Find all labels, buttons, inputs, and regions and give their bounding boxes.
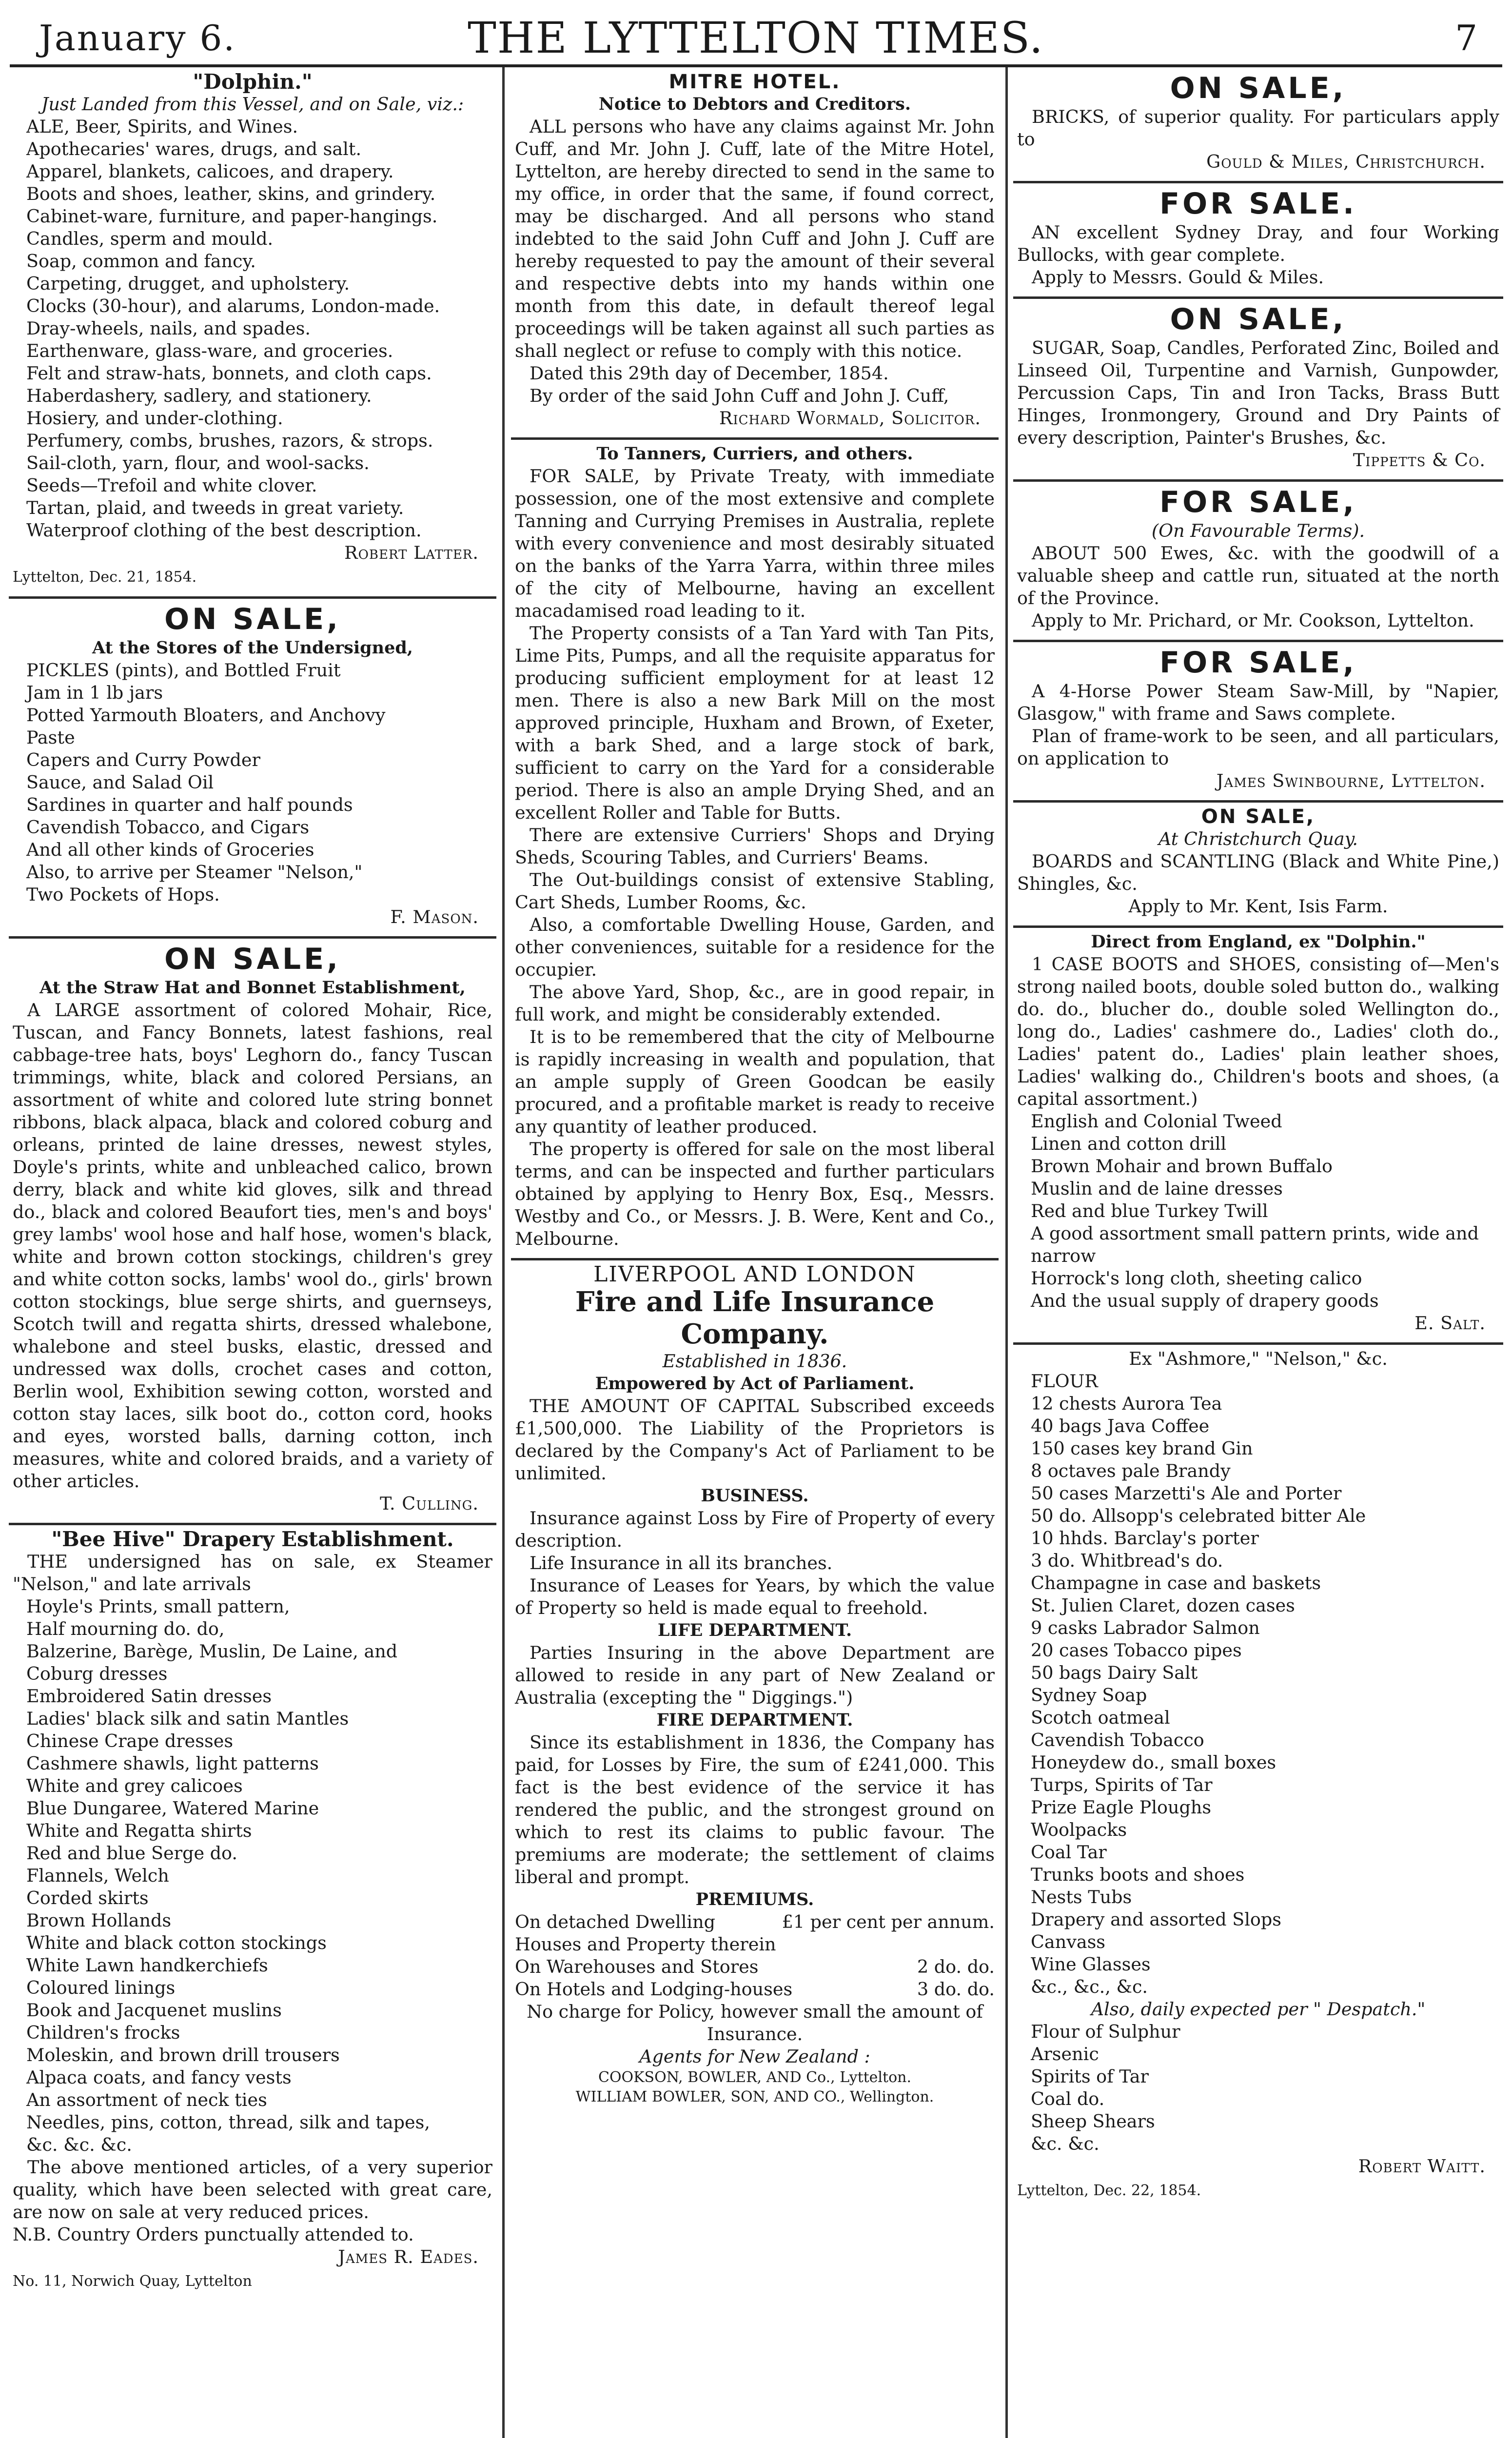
ad-body: 1 CASE BOOTS and SHOES, consisting of—Men's strong nailed boots, double soled button do., walking do. do., blucher do., double soled Wellington do., long do., Ladies' cashmere do., Ladies' cloth do., Ladies' patent do., Ladies' plain leather shoes, Ladies' walking do., Children's boots and shoes, (a capital assortment.) — [1017, 954, 1499, 1109]
premium-rate: £1 per cent per annum. — [782, 1911, 995, 1932]
list-item: Nests Tubs — [1031, 1887, 1132, 1907]
paragraph: It is to be remembered that the city of Melbourne is rapidly increasing in wealth and population, that an ample supply of Green Goodcan be easily procured, and a profitable market is ready to receive any quantity of leather produced. — [515, 1026, 995, 1137]
list-item: Sydney Soap — [1031, 1685, 1147, 1706]
ad-note: N.B. Country Orders punctually attended to. — [13, 2224, 414, 2245]
list-item: Linen and cotton drill — [1031, 1133, 1227, 1154]
ad-heading: To Tanners, Curriers, and others. — [596, 444, 913, 464]
signer: Tippetts & Co. — [1353, 450, 1486, 471]
premium-row — [515, 1956, 995, 1978]
list-item: 12 chests Aurora Tea — [1031, 1393, 1222, 1414]
ad-intro: Just Landed from this Vessel, and on Sale, viz.: — [41, 94, 464, 115]
list-item: And the usual supply of drapery goods — [1031, 1290, 1379, 1311]
ad-boots — [1013, 931, 1503, 1345]
ad-plan: Plan of frame-work to be seen, and all particulars, on application to — [1017, 726, 1499, 769]
list-item: Horrock's long cloth, sheeting calico — [1031, 1268, 1362, 1289]
empowered: Empowered by Act of Parliament. — [595, 1374, 915, 1394]
signer: F. Mason. — [390, 906, 479, 927]
list-item: Flour of Sulphur — [1031, 2021, 1180, 2042]
ad-heading: FOR SALE. — [1159, 187, 1357, 221]
item-list — [1017, 1370, 1499, 1998]
premium-rate: 2 do. do. — [917, 1956, 995, 1977]
ad-heading: FOR SALE, — [1159, 646, 1357, 680]
ad-apply: Apply to Mr. Kent, Isis Farm. — [1128, 896, 1388, 917]
ad-body — [515, 465, 995, 1250]
list-item: Alpaca coats, and fancy vests — [26, 2067, 292, 2088]
list-item: 8 octaves pale Brandy — [1031, 1460, 1231, 1481]
signer: Robert Waitt. — [1358, 2156, 1486, 2177]
list-item: Two Pockets of Hops. — [26, 884, 220, 905]
list-item: Red and blue Turkey Twill — [1031, 1200, 1268, 1221]
paragraph: There are extensive Curriers' Shops and Drying Sheds, Scouring Tables, and Curriers' Beams. — [515, 825, 995, 868]
list-item: Corded skirts — [26, 1887, 149, 1908]
ad-tanners — [511, 443, 999, 1260]
list-item: ALE, Beer, Spirits, and Wines. — [26, 116, 298, 137]
paragraph: The property is offered for sale on the most liberal terms, and can be inspected and further particulars obtained by applying to Henry Box, Esq., Messrs. Westby and Co., or Messrs. J. B. Were, Kent and Co., Melbourne. — [515, 1139, 995, 1249]
section-heading: PREMIUMS. — [695, 1889, 814, 1909]
item-list — [1017, 1110, 1499, 1312]
list-item: Embroidered Satin dresses — [26, 1686, 272, 1707]
list-item: Waterproof clothing of the best description. — [26, 520, 422, 541]
premium-table — [515, 1911, 995, 2001]
list-item: Blue Dungaree, Watered Marine — [26, 1798, 319, 1819]
column-1 — [9, 71, 496, 2438]
premium-row — [515, 1911, 995, 1956]
ad-ewes — [1013, 485, 1503, 642]
list-item: And all other kinds of Groceries — [26, 839, 314, 860]
list-item: Brown Mohair and brown Buffalo — [1031, 1156, 1333, 1177]
list-item: Cashmere shawls, light patterns — [26, 1753, 319, 1774]
list-item: An assortment of neck ties — [26, 2089, 267, 2110]
list-item: Wine Glasses — [1031, 1954, 1151, 1975]
list-item: Prize Eagle Ploughs — [1031, 1797, 1212, 1818]
signer: Gould & Miles, Christchurch. — [1206, 151, 1486, 172]
list-item: Coal Tar — [1031, 1842, 1107, 1863]
list-item: Clocks (30-hour), and alarums, London-made. — [26, 295, 440, 316]
ad-body: BOARDS and SCANTLING (Black and White Pine,) Shingles, &c. — [1017, 851, 1499, 894]
column-2 — [511, 71, 999, 2438]
list-item: FLOUR — [1031, 1371, 1098, 1392]
ad-subheading: Notice to Debtors and Creditors. — [598, 94, 911, 114]
list-item: Needles, pins, cotton, thread, silk and tapes, — [26, 2112, 430, 2133]
list-item: 50 do. Allsopp's celebrated bitter Ale — [1031, 1505, 1366, 1526]
business-item: Insurance against Loss by Fire of Property of every description. — [515, 1508, 995, 1551]
list-item: Chinese Crape dresses — [26, 1730, 234, 1751]
signer: Richard Wormald, Solicitor. — [719, 408, 981, 429]
life-text: Parties Insuring in the above Department are allowed to reside in any part of New Zealand or Australia (excepting the " Diggings.") — [515, 1642, 995, 1708]
ad-apply: Apply to Mr. Prichard, or Mr. Cookson, Lyttelton. — [1032, 610, 1474, 631]
list-item: Sail-cloth, yarn, flour, and wool-sacks. — [26, 452, 370, 473]
list-item: 150 cases key brand Gin — [1031, 1438, 1253, 1459]
list-item: 3 do. Whitbread's do. — [1031, 1550, 1223, 1571]
list-item: Sheep Shears — [1031, 2111, 1155, 2132]
list-item: Coburg dresses — [26, 1663, 168, 1684]
list-item: 9 casks Labrador Salmon — [1031, 1617, 1260, 1638]
list-item: White Lawn handkerchiefs — [26, 1955, 268, 1976]
list-item: 50 cases Marzetti's Ale and Porter — [1031, 1483, 1342, 1504]
signer: James Swinbourne, Lyttelton. — [1216, 770, 1486, 791]
ad-title: "Dolphin." — [193, 71, 313, 94]
company-title: LIVERPOOL AND LONDON — [593, 1262, 916, 1287]
list-item: Coal do. — [1031, 2088, 1105, 2109]
list-item: Capers and Curry Powder — [26, 749, 260, 770]
capital-statement: THE AMOUNT OF CAPITAL Subscribed exceeds £1,500,000. The Liability of the Proprietors is declared by the Company's Act of Parliament to be unlimited. — [515, 1396, 995, 1484]
list-item: Flannels, Welch — [26, 1865, 169, 1886]
list-item: Moleskin, and brown drill trousers — [26, 2045, 340, 2065]
established: Established in 1836. — [662, 1351, 847, 1372]
signer: Robert Latter. — [344, 542, 479, 563]
signer: E. Salt. — [1414, 1313, 1486, 1334]
list-item: Perfumery, combs, brushes, razors, & strops. — [26, 430, 433, 451]
column-3 — [1013, 71, 1503, 2438]
ad-boards — [1013, 806, 1503, 928]
ad-heading: MITRE HOTEL. — [668, 71, 841, 93]
ad-subheading: At Christchurch Quay. — [1159, 828, 1358, 849]
list-item: 10 hhds. Barclay's porter — [1031, 1528, 1259, 1549]
list-item: Potted Yarmouth Bloaters, and Anchovy — [26, 705, 386, 726]
ad-culling — [9, 942, 496, 1525]
list-item: Candles, sperm and mould. — [26, 228, 274, 249]
list-item: Apothecaries' wares, drugs, and salt. — [26, 138, 362, 159]
ad-order: By order of the said John Cuff and John J. Cuff, — [530, 385, 949, 406]
ad-heading: Ex "Ashmore," "Nelson," &c. — [1129, 1348, 1388, 1369]
item-list — [13, 116, 492, 542]
ad-heading: "Bee Hive" Drapery Establishment. — [51, 1527, 454, 1551]
ad-body: ABOUT 500 Ewes, &c. with the goodwill of a valuable sheep and cattle run, situated at the north of the Province. — [1017, 543, 1499, 609]
item-list — [13, 1595, 492, 2156]
agent: WILLIAM BOWLER, SON, AND CO., Wellington. — [575, 2088, 934, 2105]
ad-heading: FOR SALE, — [1159, 485, 1357, 519]
list-item: Boots and shoes, leather, skins, and grindery. — [26, 183, 436, 204]
ad-body: SUGAR, Soap, Candles, Perforated Zinc, Boiled and Linseed Oil, Turpentine and Varnish, Gunpowder, Percussion Caps, Tin and Iron Tacks, Brass Butt Hinges, Ironmongery, Ground and Dry Paints of every description, Painter's Brushes, &c. — [1017, 337, 1499, 448]
business-list — [515, 1507, 995, 1619]
company-name: Fire and Life Insurance Company. — [575, 1286, 935, 1350]
ad-body: A 4-Horse Power Steam Saw-Mill, by "Napier, Glasgow," with frame and Saws complete. — [1017, 681, 1499, 724]
ad-body: BRICKS, of superior quality. For particulars apply to — [1017, 106, 1499, 150]
list-item: 40 bags Java Coffee — [1031, 1416, 1210, 1436]
ad-dolphin — [9, 71, 496, 599]
ad-insurance — [511, 1263, 999, 2115]
premium-item: On Hotels and Lodging-houses — [515, 1979, 793, 2000]
list-item: Trunks boots and shoes — [1031, 1864, 1245, 1885]
ad-bricks — [1013, 71, 1503, 183]
section-heading: LIFE DEPARTMENT. — [657, 1620, 852, 1640]
list-item: Tartan, plaid, and tweeds in great variety. — [26, 497, 404, 518]
ad-address: No. 11, Norwich Quay, Lyttelton — [13, 2273, 252, 2290]
list-item: Canvass — [1031, 1931, 1106, 1952]
agents-heading: Agents for New Zealand : — [639, 2046, 870, 2067]
premium-row — [515, 1978, 995, 2001]
ad-heading: ON SALE, — [1170, 302, 1347, 336]
list-item: &c. &c. &c. — [26, 2134, 132, 2155]
list-item: Drapery and assorted Slops — [1031, 1909, 1281, 1930]
ad-subheading: At the Stores of the Undersigned, — [92, 638, 413, 658]
ad-dated: Dated this 29th day of December, 1854. — [530, 363, 889, 384]
paragraph: The Out-buildings consist of extensive Stabling, Cart Sheds, Lumber Rooms, &c. — [515, 869, 995, 913]
list-item: Hosiery, and under-clothing. — [26, 408, 283, 429]
list-item: Also, to arrive per Steamer "Nelson," — [26, 862, 363, 883]
list-item: Book and Jacquenet muslins — [26, 2000, 282, 2021]
section-heading: BUSINESS. — [701, 1486, 809, 1506]
list-item: Seeds—Trefoil and white clover. — [26, 475, 317, 496]
paragraph: FOR SALE, by Private Treaty, with immediate possession, one of the most extensive and complete Tanning and Currying Premises in Australia, replete with every convenience and most desirably situated on the banks of the Yarra Yarra, within three miles of the city of Melbourne, having an excellent macadamised road leading to it. — [515, 466, 995, 621]
list-item: &c. &c. — [1031, 2133, 1100, 2154]
list-item: Earthenware, glass-ware, and groceries. — [26, 340, 393, 361]
column-rule — [1005, 67, 1008, 2438]
list-item: English and Colonial Tweed — [1031, 1111, 1282, 1132]
list-item: &c., &c., &c. — [1031, 1976, 1148, 1997]
ad-body: The above mentioned articles, of a very superior quality, which have been selected with great care, are now on sale at very reduced prices. — [13, 2157, 492, 2222]
list-item: Balzerine, Barège, Muslin, De Laine, and — [26, 1641, 398, 1662]
ad-subheading: (On Favourable Terms). — [1151, 520, 1365, 541]
business-item: Insurance of Leases for Years, by which the value of Property so held is made equal to freehold. — [515, 1575, 995, 1618]
business-item: Life Insurance in all its branches. — [530, 1553, 833, 1573]
ad-body: AN excellent Sydney Dray, and four Working Bullocks, with gear complete. — [1017, 222, 1499, 265]
page-number: 7 — [1455, 18, 1477, 59]
item-list — [13, 659, 492, 906]
list-item: Half mourning do. do, — [26, 1618, 225, 1639]
masthead — [10, 13, 1502, 65]
list-item: Ladies' black silk and satin Mantles — [26, 1708, 349, 1729]
list-item: 20 cases Tobacco pipes — [1031, 1640, 1242, 1661]
ad-heading: ON SALE, — [1201, 806, 1316, 828]
paragraph: Also, a comfortable Dwelling House, Garden, and other conveniences, suitable for a residence for the occupier. — [515, 914, 995, 980]
list-item: Paste — [26, 727, 75, 748]
list-item: White and Regatta shirts — [26, 1820, 252, 1841]
ad-intro: THE undersigned has on sale, ex Steamer "Nelson," and late arrivals — [13, 1551, 492, 1594]
list-item: Children's frocks — [26, 2022, 180, 2043]
list-item: White and grey calicoes — [26, 1775, 243, 1796]
ad-heading: Direct from England, ex "Dolphin." — [1091, 932, 1426, 952]
ad-date: Lyttelton, Dec. 21, 1854. — [13, 569, 197, 586]
list-item: St. Julien Claret, dozen cases — [1031, 1595, 1295, 1616]
signer: T. Culling. — [380, 1493, 479, 1514]
list-item: A good assortment small pattern prints, wide and narrow — [1031, 1223, 1479, 1266]
list-item: Cavendish Tobacco — [1031, 1730, 1204, 1750]
list-item: Red and blue Serge do. — [26, 1843, 237, 1864]
ad-body: ALL persons who have any claims against Mr. John Cuff, and Mr. John J. Cuff, late of the Mitre Hotel, Lyttelton, are hereby directed to send in the same to my office, in order that the same, if found correct, may be discharged. And all persons who stand indebted to the said John Cuff and John J. Cuff are hereby requested to pay the amount of their several and respective debts into my hands within one month from this date, in default thereof legal proceedings will be taken against all such parties as shall neglect or refuse to comply with this notice. — [515, 116, 995, 361]
masthead-rule — [10, 64, 1502, 67]
list-item: Dray-wheels, nails, and spades. — [26, 318, 311, 339]
expected-line: Also, daily expected per " Despatch." — [1091, 1999, 1426, 2020]
list-item: Coloured linings — [26, 1977, 176, 1998]
ad-dray — [1013, 186, 1503, 299]
list-item: Cavendish Tobacco, and Cigars — [26, 817, 310, 838]
no-charge: No charge for Policy, however small the amount of Insurance. — [527, 2001, 983, 2045]
ad-apply: Apply to Messrs. Gould & Miles. — [1032, 267, 1324, 288]
section-heading: FIRE DEPARTMENT. — [656, 1710, 853, 1730]
ad-beehive — [9, 1528, 496, 2300]
list-item: 50 bags Dairy Salt — [1031, 1662, 1198, 1683]
list-item: Sauce, and Salad Oil — [26, 772, 214, 793]
list-item: Soap, common and fancy. — [26, 251, 256, 272]
signer: James R. Eades. — [338, 2246, 479, 2267]
list-item: Woolpacks — [1031, 1819, 1127, 1840]
paragraph: The above Yard, Shop, &c., are in good repair, in full work, and might be considerably extended. — [515, 982, 995, 1025]
list-item: Spirits of Tar — [1031, 2066, 1149, 2087]
list-item: Scotch oatmeal — [1031, 1707, 1170, 1728]
fire-text: Since its establishment in 1836, the Company has paid, for Losses by Fire, the sum of £241,000. This fact is the best evidence of the service it has rendered the public, and the strongest ground on which to rest its claims to public favour. The premiums are moderate; the settlement of claims liberal and prompt. — [515, 1732, 995, 1887]
list-item: Felt and straw-hats, bonnets, and cloth caps. — [26, 363, 432, 384]
list-item: Hoyle's Prints, small pattern, — [26, 1596, 290, 1617]
list-item: Sardines in quarter and half pounds — [26, 794, 353, 815]
item-list — [1017, 2021, 1499, 2155]
ad-subheading: At the Straw Hat and Bonnet Establishment, — [39, 978, 466, 998]
list-item: Cabinet-ware, furniture, and paper-hangings. — [26, 206, 438, 227]
agents-list — [515, 2068, 995, 2107]
list-item: PICKLES (pints), and Bottled Fruit — [26, 660, 341, 681]
list-item: Turps, Spirits of Tar — [1031, 1774, 1213, 1795]
list-item: Champagne in case and baskets — [1031, 1573, 1321, 1593]
list-item: Apparel, blankets, calicoes, and drapery. — [26, 161, 394, 182]
list-item: Muslin and de laine dresses — [1031, 1178, 1283, 1199]
ad-body: A LARGE assortment of colored Mohair, Rice, Tuscan, and Fancy Bonnets, latest fashions, real cabbage-tree hats, boys' Leghorn do., fancy Tuscan trimmings, white, black and colored Persians, an assortment of white and colored lute string bonnet ribbons, black alpaca, black and colored coburg and orleans, printed de laine dresses, newest styles, Doyle's prints, white and unbleached calico, brown derry, black and white kid gloves, silk and thread do., black and colored Beaufort ties, men's and boys' grey lambs' wool hose and half hose, women's black, white and brown cotton stockings, children's grey and white cotton socks, lambs' wool do., girls' brown cotton stockings, blue serge shirts, and guernseys, Scotch twill and regatta shirts, dressed whalebone, whalebone and steel busks, elastic, dressed and undressed wax dolls, crochet cases and cotton, Berlin wool, Exhibition sewing cotton, worsted and cotton stay laces, silk boot do., cotton cord, hooks and eyes, worsted balls, darning cotton, inch measures, white and colored braids, and a variety of other articles. — [13, 1000, 492, 1492]
ad-heading: ON SALE, — [1170, 71, 1347, 105]
ad-heading: ON SALE, — [164, 602, 341, 636]
list-item: Brown Hollands — [26, 1910, 172, 1931]
list-item: Arsenic — [1031, 2044, 1099, 2064]
premium-item: On detached Dwelling Houses and Property therein — [515, 1911, 776, 1955]
ad-heading: ON SALE, — [164, 942, 341, 976]
ad-date: Lyttelton, Dec. 22, 1854. — [1017, 2182, 1201, 2199]
paragraph: The Property consists of a Tan Yard with Tan Pits, Lime Pits, Pumps, and all the requisite apparatus for producing sufficient employment for at least 12 men. There is also a new Bark Mill on the most approved principle, Huxham and Brown, of Exeter, with a bark Shed, and a large stock of bark, sufficient to carry on the Yard for a considerable period. There is also an ample Drying Shed, and an excellent Roller and Table for Butts. — [515, 623, 995, 823]
list-item: Carpeting, drugget, and upholstery. — [26, 273, 350, 294]
ad-mason — [9, 602, 496, 939]
agent: COOKSON, BOWLER, AND Co., Lyttelton. — [598, 2069, 911, 2086]
ad-mitre-hotel — [511, 71, 999, 440]
ad-sawmill — [1013, 645, 1503, 803]
list-item: Honeydew do., small boxes — [1031, 1752, 1276, 1773]
list-item: White and black cotton stockings — [26, 1932, 327, 1953]
list-item: Haberdashery, sadlery, and stationery. — [26, 385, 372, 406]
premium-item: On Warehouses and Stores — [515, 1956, 759, 1977]
premium-rate: 3 do. do. — [917, 1979, 995, 2000]
list-item: Jam in 1 lb jars — [26, 682, 163, 703]
newspaper-title: THE LYTTELTON TIMES. — [468, 13, 1044, 63]
column-rule — [502, 67, 505, 2438]
ad-sugar — [1013, 302, 1503, 482]
ad-flour — [1013, 1348, 1503, 2210]
issue-date: January 6. — [39, 18, 236, 59]
